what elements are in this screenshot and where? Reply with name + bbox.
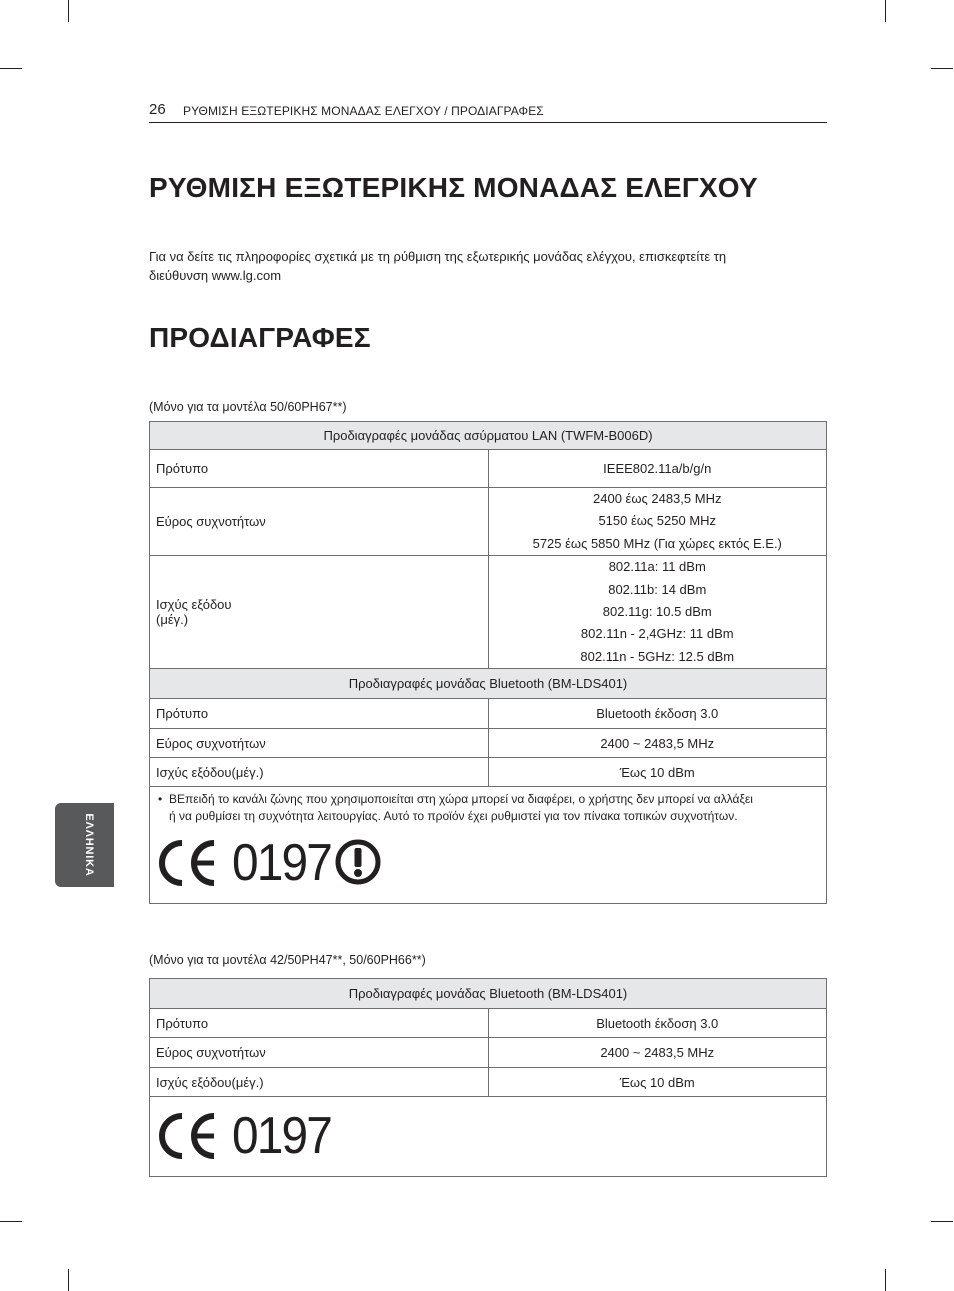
- intro-paragraph: [149, 247, 809, 285]
- row-label: Πρότυπο: [150, 1009, 489, 1038]
- crop-mark: [885, 0, 886, 22]
- row-value: IEEE802.11a/b/g/n: [488, 450, 827, 488]
- row-label: Ισχύς εξόδου(μέγ.): [150, 1068, 489, 1097]
- crop-mark: [0, 1221, 22, 1222]
- table-row: [150, 488, 827, 556]
- row-label: Εύρος συχνοτήτων: [150, 729, 489, 758]
- row-label: Ισχύς εξόδου(μέγ.): [150, 758, 489, 787]
- row-value: 2400 ~ 2483,5 MHz: [488, 1038, 827, 1068]
- table-row: [150, 1097, 827, 1177]
- row-value: Έως 10 dBm: [488, 1068, 827, 1097]
- value-line: 802.11n - 2,4GHz: 11 dBm: [580, 626, 734, 642]
- bullet-dot: •: [158, 792, 163, 807]
- crop-mark: [885, 1269, 886, 1291]
- row-value: 2400 ~ 2483,5 MHz: [488, 729, 827, 758]
- label-line: Ισχύς εξόδου: [156, 597, 232, 613]
- bullet-line: ΒΕπειδή το κανάλι ζώνης που χρησιμοποιείται στη χώρα μπορεί να διαφέρει, ο χρήστης δεν μπορεί να αλλάξει: [169, 792, 753, 807]
- wireless-spec-table: [149, 421, 827, 904]
- section-title-external-control: ΡΥΘΜΙΣΗ ΕΞΩΤΕΡΙΚΗΣ ΜΟΝΑΔΑΣ ΕΛΕΓΧΟΥ: [149, 172, 758, 203]
- table-header-row: [150, 979, 827, 1009]
- value-line: 802.11a: 11 dBm: [608, 559, 706, 575]
- table-row: [150, 699, 827, 729]
- table-row: [150, 1038, 827, 1068]
- table-row: [150, 787, 827, 904]
- language-side-tab: [55, 803, 114, 887]
- compliance-mark: [150, 1097, 826, 1175]
- value-line: 5150 έως 5250 MHz: [598, 513, 717, 529]
- lan-spec-header: Προδιαγραφές μονάδας ασύρματου LAN (TWFM-B006D): [150, 422, 827, 450]
- running-title: ΡΥΘΜΙΣΗ ΕΞΩΤΕΡΙΚΗΣ ΜΟΝΑΔΑΣ ΕΛΕΓΧΟΥ / ΠΡΟΔΙΑΓΡΑΦΕΣ: [183, 104, 544, 118]
- intro-line: Για να δείτε τις πληροφορίες σχετικά με τη ρύθμιση της εξωτερικής μονάδας ελέγχου, επισκεφτείτε τη: [149, 249, 727, 264]
- bt-spec-header: Προδιαγραφές μονάδας Bluetooth (BM-LDS401): [150, 669, 827, 699]
- model-note: (Μόνο για τα μοντέλα 50/60PH67**): [149, 400, 347, 414]
- compliance-mark: [150, 825, 826, 901]
- value-line: 802.11n - 5GHz: 12.5 dBm: [580, 648, 735, 664]
- row-label: Πρότυπο: [150, 699, 489, 729]
- notified-body-number: 0197: [232, 1107, 332, 1165]
- row-value: [488, 488, 827, 556]
- alert-class2-icon: [334, 838, 382, 889]
- bt-spec-header: Προδιαγραφές μονάδας Bluetooth (BM-LDS401): [150, 979, 827, 1009]
- value-line: 802.11g: 10.5 dBm: [602, 604, 712, 620]
- label-line: (μέγ.): [156, 612, 189, 628]
- value-line: 802.11b: 14 dBm: [608, 581, 707, 597]
- table-row: [150, 1009, 827, 1038]
- model-note: (Μόνο για τα μοντέλα 42/50PH47**, 50/60PH66**): [149, 953, 426, 967]
- ce-mark-icon: [152, 1113, 218, 1159]
- table-row: [150, 556, 827, 669]
- row-label: Πρότυπο: [150, 450, 489, 488]
- language-label: ΕΛΛΗΝΙΚΑ: [83, 813, 95, 877]
- intro-line: διεύθυνση www.lg.com: [149, 268, 282, 283]
- row-label: Εύρος συχνοτήτων: [150, 488, 489, 556]
- row-label: Εύρος συχνοτήτων: [150, 1038, 489, 1068]
- crop-mark: [68, 0, 69, 22]
- page-number: 26: [149, 101, 166, 118]
- table-row: [150, 729, 827, 758]
- notified-body-number: 0197: [232, 834, 332, 893]
- row-value: [488, 556, 827, 669]
- page-header: [149, 100, 827, 123]
- table-header-row: [150, 669, 827, 699]
- crop-mark: [931, 68, 953, 69]
- value-line: 2400 έως 2483,5 MHz: [593, 491, 722, 506]
- crop-mark: [68, 1269, 69, 1291]
- crop-mark: [0, 68, 22, 69]
- table-row: [150, 1068, 827, 1097]
- row-label: [150, 556, 489, 669]
- table-row: [150, 758, 827, 787]
- bullet-note: [150, 787, 826, 825]
- row-value: Bluetooth έκδοση 3.0: [488, 1009, 827, 1038]
- bluetooth-spec-table: [149, 978, 827, 1177]
- compliance-cell: [150, 787, 827, 904]
- ce-mark-icon: [152, 840, 218, 886]
- compliance-cell: [150, 1097, 827, 1177]
- value-line: 5725 έως 5850 MHz (Για χώρες εκτός Ε.Ε.): [532, 535, 782, 551]
- row-value: Bluetooth έκδοση 3.0: [488, 699, 827, 729]
- section-title-specifications: ΠΡΟΔΙΑΓΡΑΦΕΣ: [149, 322, 371, 353]
- row-value: Έως 10 dBm: [488, 758, 827, 787]
- table-row: [150, 450, 827, 488]
- crop-mark: [931, 1221, 953, 1222]
- bullet-line: ή να ρυθμίσει τη συχνότητα λειτουργίας. Αυτό το προϊόν έχει ρυθμιστεί για τον πίνακα τοπικών συχνοτήτων.: [169, 809, 738, 824]
- table-header-row: [150, 422, 827, 450]
